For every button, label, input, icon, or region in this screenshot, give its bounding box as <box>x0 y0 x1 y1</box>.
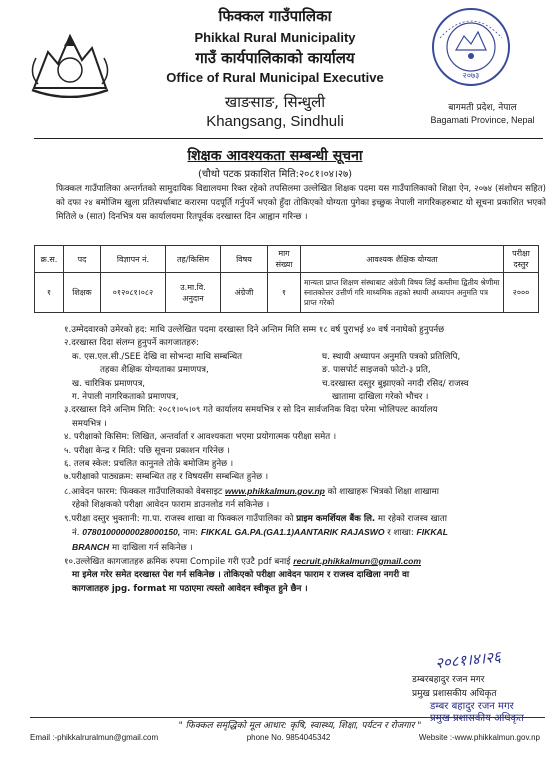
table-header-row <box>35 246 539 273</box>
footer-motto: " फिक्कल समृद्धिको मूल आधार: कृषि, स्वास्थ्य, शिक्षा, पर्यटन र रोजगार " <box>178 721 422 731</box>
cell-qualification: मान्यता प्राप्त शिक्षण संस्थाबाट अंग्रेजी विषय लिई कम्तीमा द्वितीय श्रेणीमा स्नातकोत्तर उत्तीर्ण गरि माध्यमिक तहको स्थायी अध्यापन अनुमति पत्र प्राप्त गरेको <box>301 273 504 313</box>
cell-level: उ.मा.वि. अनुदान <box>166 273 221 313</box>
notice-title: शिक्षक आवश्यकता सम्बन्धी सूचना <box>187 148 363 164</box>
item-email-cont-2: कागजातहरु jpg. format मा पठाएमा त्यस्तो आवेदन स्वीकृत हुने छैन । <box>72 583 308 594</box>
header-nep-municipality: फिक्कल गाउँपालिका <box>218 7 332 25</box>
item-exam-center: ५. परीक्षा केन्द्र र मिति: पछि सूचना प्रकाशन गरिनेछ । <box>64 445 230 456</box>
account-name: FIKKAL GA.PA.(GA1.1)AANTARIK RAJASWO <box>200 527 385 538</box>
footer-email[interactable]: Email :-phikkalruralmun@gmail.com <box>30 733 159 742</box>
branch-name: FIKKAL <box>416 527 448 538</box>
item-documents: २.दरखास्त दिदा संलग्न हुनुपर्ने कागजातहरु: <box>64 338 199 349</box>
cell-fee: २००० <box>504 273 539 313</box>
seal-year: २०७३ <box>462 71 480 80</box>
doc-ka: क. एस.एल.सी./SEE देखि वा सोभन्दा माथि सम्बन्धित <box>72 351 243 362</box>
doc-row-2 <box>64 364 544 377</box>
signatory-title: प्रमुख प्रशासकीय अधिकृत <box>412 689 497 699</box>
signature-scribble: २०८१।४।२६ <box>434 647 502 673</box>
branch-name-2: BRANCH <box>72 541 110 552</box>
item-syllabus: ७.परीक्षाको पाठ्यक्रम: सम्बन्धित तह र विषयसँग सम्बन्धित हुनेछ । <box>64 472 269 483</box>
footer-phone: phone No. 9854045342 <box>246 733 331 742</box>
notice-items <box>64 324 544 596</box>
cell-subject: अंग्रेजी <box>221 273 268 313</box>
cell-post: शिक्षक <box>64 273 101 313</box>
th-level: तह/किसिम <box>166 246 221 273</box>
item-form-cont: रहेको शिक्षकको परीक्षा आवेदन फाराम डाउनलोड गर्न सकिनेछ । <box>72 500 270 511</box>
th-fee: परीक्षा दस्तुर <box>504 246 539 273</box>
th-count: माग संख्या <box>268 246 301 273</box>
th-post: पद <box>64 246 101 273</box>
doc-ka-2: तहका शैक्षिक योग्यताका प्रमाणपत्र, <box>100 365 209 376</box>
header-eng-location: Khangsang, Sindhuli <box>206 113 344 130</box>
item-fee <box>64 513 544 526</box>
doc-gha: घ. स्थायी अध्यापन अनुमति पत्रको प्रतिलिपि, <box>322 351 461 362</box>
doc-row-4 <box>64 391 544 404</box>
item-email-text: १०.उल्लेखित कागजातहरु क्रमिक रुपमा Compile गरी एउटै pdf बनाई <box>64 556 291 567</box>
website-link[interactable]: www.phikkalmun.gov.np <box>224 485 325 496</box>
th-adv-no: विज्ञापन नं. <box>101 246 166 273</box>
doc-row-3 <box>64 378 544 391</box>
item-salary: ६. तलब स्केल: प्रचलित कानुनले तोके बमोजिम हुनेछ । <box>64 459 234 470</box>
vacancy-table <box>34 245 539 313</box>
stamp-name: डम्बर बहादुर रजन मगर <box>430 701 514 712</box>
item-deadline-cont: समयभित्र । <box>72 418 107 429</box>
item-form-text: ८.आवेदन फारम: फिक्कल गाउँपालिकाको वेबसाइट <box>64 486 223 497</box>
th-subject: विषय <box>221 246 268 273</box>
footer-contacts <box>30 733 540 742</box>
doc-kha: ख. चारित्रिक प्रमाणपत्र, <box>72 378 146 389</box>
item-form <box>64 485 544 499</box>
branch-label: र शाखा: <box>387 528 414 539</box>
cell-sn: १ <box>35 273 64 313</box>
header-eng-municipality: Phikkal Rural Municipality <box>194 30 356 45</box>
nepal-emblem <box>24 18 116 98</box>
item-fee-branch <box>64 541 544 555</box>
item-email <box>64 555 544 569</box>
doc-row-1 <box>64 351 544 364</box>
cell-adv-no: ०१२०८१।०८२ <box>101 273 166 313</box>
item-deadline: ३.दरखास्त दिने अन्तिम मिति: २०८१।०५।०९ गते कार्यालय समयभित्र र सो दिन सार्वजनिक विदा परेमा भोलिपल्ट कार्यालय <box>64 405 438 416</box>
recruit-email-link[interactable]: recruit.phikkalmun@gmail.com <box>293 555 421 566</box>
province-nep: बागमती प्रदेश, नेपाल <box>448 103 517 113</box>
table-row <box>35 273 539 313</box>
header-nep-office: गाउँ कार्यपालिकाको कार्यालय <box>195 49 355 67</box>
item-fee-text-2: मा रहेको राजस्व खाता <box>377 513 447 524</box>
doc-nga: ङ. पासपोर्ट साइजको फोटो-३ प्रति, <box>322 365 431 376</box>
item-age: १.उम्मेदवारको उमेरको हद: माथि उल्लेखित पदमा दरखास्त दिने अन्तिम मिति सम्म १८ वर्ष पुराभई ४० वर्ष ननाघेको हुनुपर्नछ <box>64 325 445 335</box>
header-divider <box>34 138 543 139</box>
item-form-text-2: को शाखाहरू भित्रको शिक्षा शाखामा <box>327 486 439 497</box>
stamp-title: प्रमुख प्रशासकीय अधिकृत <box>430 713 524 724</box>
header-eng-office: Office of Rural Municipal Executive <box>166 70 384 85</box>
item-email-cont: मा इमेल गरेर समेत दरखास्त पेश गर्न सकिनेछ । तोकिएको परीक्षा आवेदन फाराम र राजस्व दाखिला नगरी वा <box>72 570 410 581</box>
item-fee-text: ९.परीक्षा दस्तुर भुक्तानी: गा.पा. राजस्व शाखा वा फिक्कल गाउँपालिका को <box>64 513 294 524</box>
doc-cha-2: खातामा दाखिला गरेको भौचर । <box>332 392 429 403</box>
th-sn: क्र.स. <box>35 246 64 273</box>
item-fee-account <box>64 526 544 540</box>
bank-name: प्राइम कमर्शियल बैंक लि. <box>296 513 376 524</box>
acct-label: नं. <box>72 528 80 539</box>
municipality-seal <box>430 6 512 88</box>
doc-cha: च.दरखास्त दस्तुर बुझाएको नगदी रसिद/ राजस्व <box>322 378 469 389</box>
notice-intro: फिक्कल गाउँपालिका अन्तर्गतको सामुदायिक विद्यालयमा रिक्त रहेको तपसिलमा उल्लेखित शिक्षक पदमा यस गाउँपालिकाको शिक्षा ऐन, २०७४ (संशोधन सहित) को दफा २४ बमोजिम खुला प्रतिस्पर्धाबाट करारमा पदपूर्ति गर्नुपर्ने भएको हुँदा तोकिएको योग्यता पुगेका इच्छुक नेपाली नागरिकहरुबाट यो सूचना प्रकाशित भएको मितिले ७ (सात) दिनभित्र यस कार्यालयमा रितपूर्वक दरखास्त दिन आह्वान गरिन्छ । <box>56 184 546 222</box>
doc-ga: ग. नेपाली नागरिकताको प्रमाणपत्र, <box>72 392 179 403</box>
account-number: 07801000000028000150, <box>82 527 181 538</box>
th-qualification: आवश्यक शैक्षिक योग्यता <box>301 246 504 273</box>
province-eng: Bagamati Province, Nepal <box>430 115 535 125</box>
notice-subtitle: (चौथो पटक प्रकाशित मिति:२०८१।०४।२७) <box>197 169 353 180</box>
item-exam-type: ४. परीक्षाको किसिम: लिखित, अन्तर्वार्ता र आवश्यकता भएमा प्रयोगात्मक परीक्षा समेत । <box>64 432 337 443</box>
signatory-name: डम्बरबहादुर रजन मगर <box>412 675 485 685</box>
cell-count: १ <box>268 273 301 313</box>
acct-name-label: नाम: <box>182 528 198 539</box>
item-fee-end: मा दाखिला गर्न सकिनेछ । <box>111 542 193 553</box>
header-nep-location: खाङसाङ, सिन्धुली <box>224 93 326 111</box>
footer-website[interactable]: Website :-www.phikkalmun.gov.np <box>418 733 540 742</box>
